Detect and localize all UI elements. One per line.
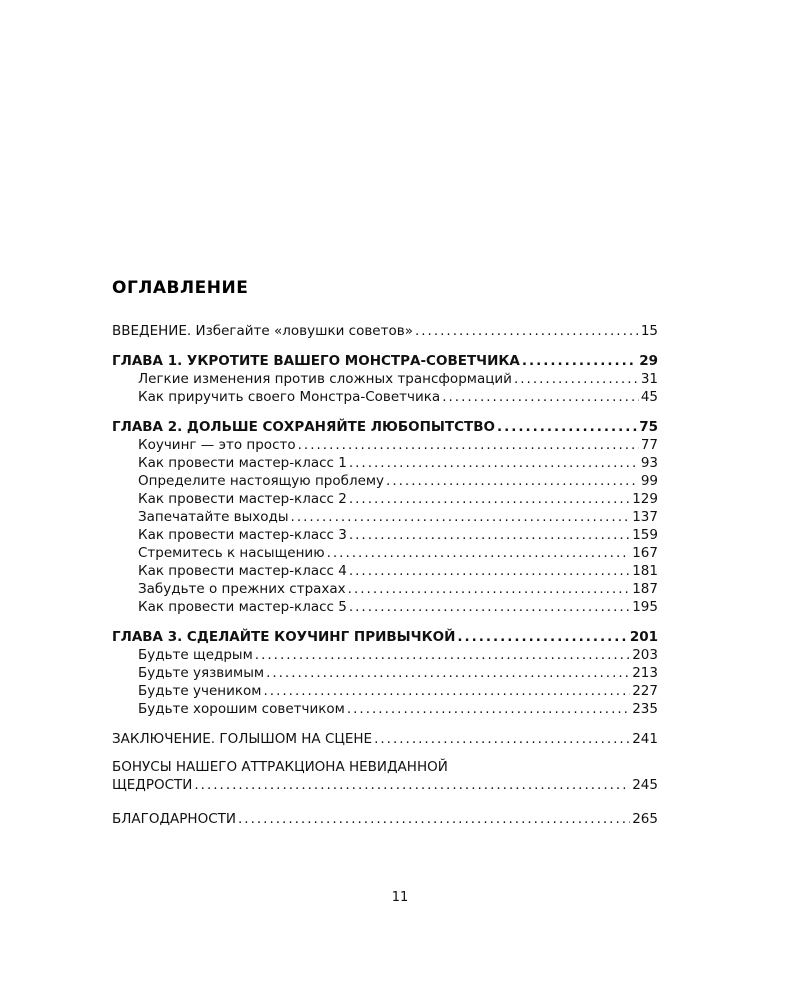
entry-title: Забудьте о прежних страхах bbox=[138, 581, 346, 597]
toc-entry-subsection[interactable] bbox=[112, 700, 658, 718]
toc-entry-subsection[interactable] bbox=[112, 388, 658, 406]
dot-leader bbox=[349, 562, 630, 580]
entry-title: БЛАГОДАРНОСТИ bbox=[112, 811, 236, 827]
entry-title: Стремитесь к насыщению bbox=[138, 545, 325, 561]
entry-page: 181 bbox=[632, 563, 658, 579]
entry-page: 241 bbox=[632, 731, 658, 747]
dot-leader bbox=[349, 490, 630, 508]
entry-page: 77 bbox=[640, 437, 658, 453]
dot-leader bbox=[386, 472, 639, 490]
entry-title: Коучинг — это просто bbox=[138, 437, 296, 453]
toc-entry-subsection[interactable] bbox=[112, 472, 658, 490]
dot-leader bbox=[298, 436, 639, 454]
entry-title: Как провести мастер-класс 4 bbox=[138, 563, 347, 579]
entry-title-line-2: ЩЕДРОСТИ bbox=[112, 777, 193, 793]
dot-leader bbox=[194, 776, 630, 794]
toc-entry-subsection[interactable] bbox=[112, 664, 658, 682]
entry-page: 45 bbox=[640, 389, 658, 405]
toc-entry-subsection[interactable] bbox=[112, 370, 658, 388]
toc-entry-subsection[interactable] bbox=[112, 508, 658, 526]
dot-leader bbox=[442, 388, 639, 406]
entry-page: 137 bbox=[632, 509, 658, 525]
dot-leader bbox=[457, 628, 627, 646]
dot-leader bbox=[263, 682, 630, 700]
toc-entry-subsection[interactable] bbox=[112, 646, 658, 664]
toc-entry-bonuses[interactable] bbox=[112, 758, 658, 794]
entry-title: Как провести мастер-класс 1 bbox=[138, 455, 347, 471]
toc-entry-subsection[interactable] bbox=[112, 598, 658, 616]
dot-leader bbox=[255, 646, 630, 664]
dot-leader bbox=[238, 810, 630, 828]
toc-entry-chapter-2[interactable] bbox=[112, 418, 658, 436]
entry-page: 167 bbox=[632, 545, 658, 561]
dot-leader bbox=[347, 700, 630, 718]
entry-title: Будьте уязвимым bbox=[138, 665, 265, 681]
toc-entry-subsection[interactable] bbox=[112, 562, 658, 580]
entry-title: ГЛАВА 2. ДОЛЬШЕ СОХРАНЯЙТЕ ЛЮБОПЫТСТВО bbox=[112, 419, 495, 435]
dot-leader bbox=[349, 454, 639, 472]
toc-entry-chapter-3[interactable] bbox=[112, 628, 658, 646]
dot-leader bbox=[522, 352, 637, 370]
dot-leader bbox=[497, 418, 637, 436]
entry-title: Будьте щедрым bbox=[138, 647, 253, 663]
dot-leader bbox=[348, 580, 631, 598]
entry-title: Как провести мастер-класс 3 bbox=[138, 527, 347, 543]
entry-page: 93 bbox=[640, 455, 658, 471]
entry-page: 203 bbox=[632, 647, 658, 663]
toc-entry-subsection[interactable] bbox=[112, 436, 658, 454]
entry-page: 159 bbox=[632, 527, 658, 543]
entry-page: 201 bbox=[629, 629, 658, 645]
entry-page: 195 bbox=[632, 599, 658, 615]
entry-title: ВВЕДЕНИЕ. Избегайте «ловушки советов» bbox=[112, 323, 413, 339]
toc-entry-subsection[interactable] bbox=[112, 580, 658, 598]
entry-title: Как приручить своего Монстра-Советчика bbox=[138, 389, 441, 405]
dot-leader bbox=[415, 322, 639, 340]
dot-leader bbox=[374, 730, 630, 748]
entry-title: Легкие изменения против сложных трансформаций bbox=[138, 371, 512, 387]
entry-title: ГЛАВА 1. УКРОТИТЕ ВАШЕГО МОНСТРА-СОВЕТЧИКА bbox=[112, 353, 520, 369]
toc-entry-subsection[interactable] bbox=[112, 490, 658, 508]
entry-title-line-1: БОНУСЫ НАШЕГО АТТРАКЦИОНА НЕВИДАННОЙ bbox=[112, 759, 448, 775]
page-number: 11 bbox=[391, 890, 409, 905]
dot-leader bbox=[266, 664, 630, 682]
entry-title: Будьте учеником bbox=[138, 683, 262, 699]
entry-title: Как провести мастер-класс 5 bbox=[138, 599, 347, 615]
entry-page: 235 bbox=[632, 701, 658, 717]
entry-title: Запечатайте выходы bbox=[138, 509, 289, 525]
dot-leader bbox=[349, 526, 630, 544]
entry-title: Как провести мастер-класс 2 bbox=[138, 491, 347, 507]
entry-page: 245 bbox=[632, 777, 658, 793]
toc-heading: ОГЛАВЛЕНИЕ bbox=[112, 278, 249, 298]
entry-page: 265 bbox=[632, 811, 658, 827]
entry-page: 187 bbox=[632, 581, 658, 597]
entry-page: 227 bbox=[632, 683, 658, 699]
toc-entry-subsection[interactable] bbox=[112, 682, 658, 700]
entry-page: 29 bbox=[639, 353, 658, 369]
dot-leader bbox=[514, 370, 639, 388]
table-of-contents bbox=[112, 322, 658, 828]
toc-entry-intro[interactable] bbox=[112, 322, 658, 340]
entry-page: 75 bbox=[639, 419, 658, 435]
entry-title: ГЛАВА 3. СДЕЛАЙТЕ КОУЧИНГ ПРИВЫЧКОЙ bbox=[112, 629, 456, 645]
entry-title: Будьте хорошим советчиком bbox=[138, 701, 345, 717]
entry-page: 213 bbox=[632, 665, 658, 681]
dot-leader bbox=[349, 598, 630, 616]
dot-leader bbox=[327, 544, 631, 562]
toc-entry-conclusion[interactable] bbox=[112, 730, 658, 748]
toc-entry-subsection[interactable] bbox=[112, 454, 658, 472]
entry-page: 129 bbox=[632, 491, 658, 507]
entry-title: Определите настоящую проблему bbox=[138, 473, 385, 489]
toc-entry-chapter-1[interactable] bbox=[112, 352, 658, 370]
entry-title: ЗАКЛЮЧЕНИЕ. ГОЛЫШОМ НА СЦЕНЕ bbox=[112, 731, 373, 747]
dot-leader bbox=[291, 508, 631, 526]
toc-entry-subsection[interactable] bbox=[112, 544, 658, 562]
toc-entry-subsection[interactable] bbox=[112, 526, 658, 544]
entry-page: 99 bbox=[640, 473, 658, 489]
entry-page: 31 bbox=[640, 371, 658, 387]
entry-page: 15 bbox=[640, 323, 658, 339]
toc-entry-thanks[interactable] bbox=[112, 810, 658, 828]
